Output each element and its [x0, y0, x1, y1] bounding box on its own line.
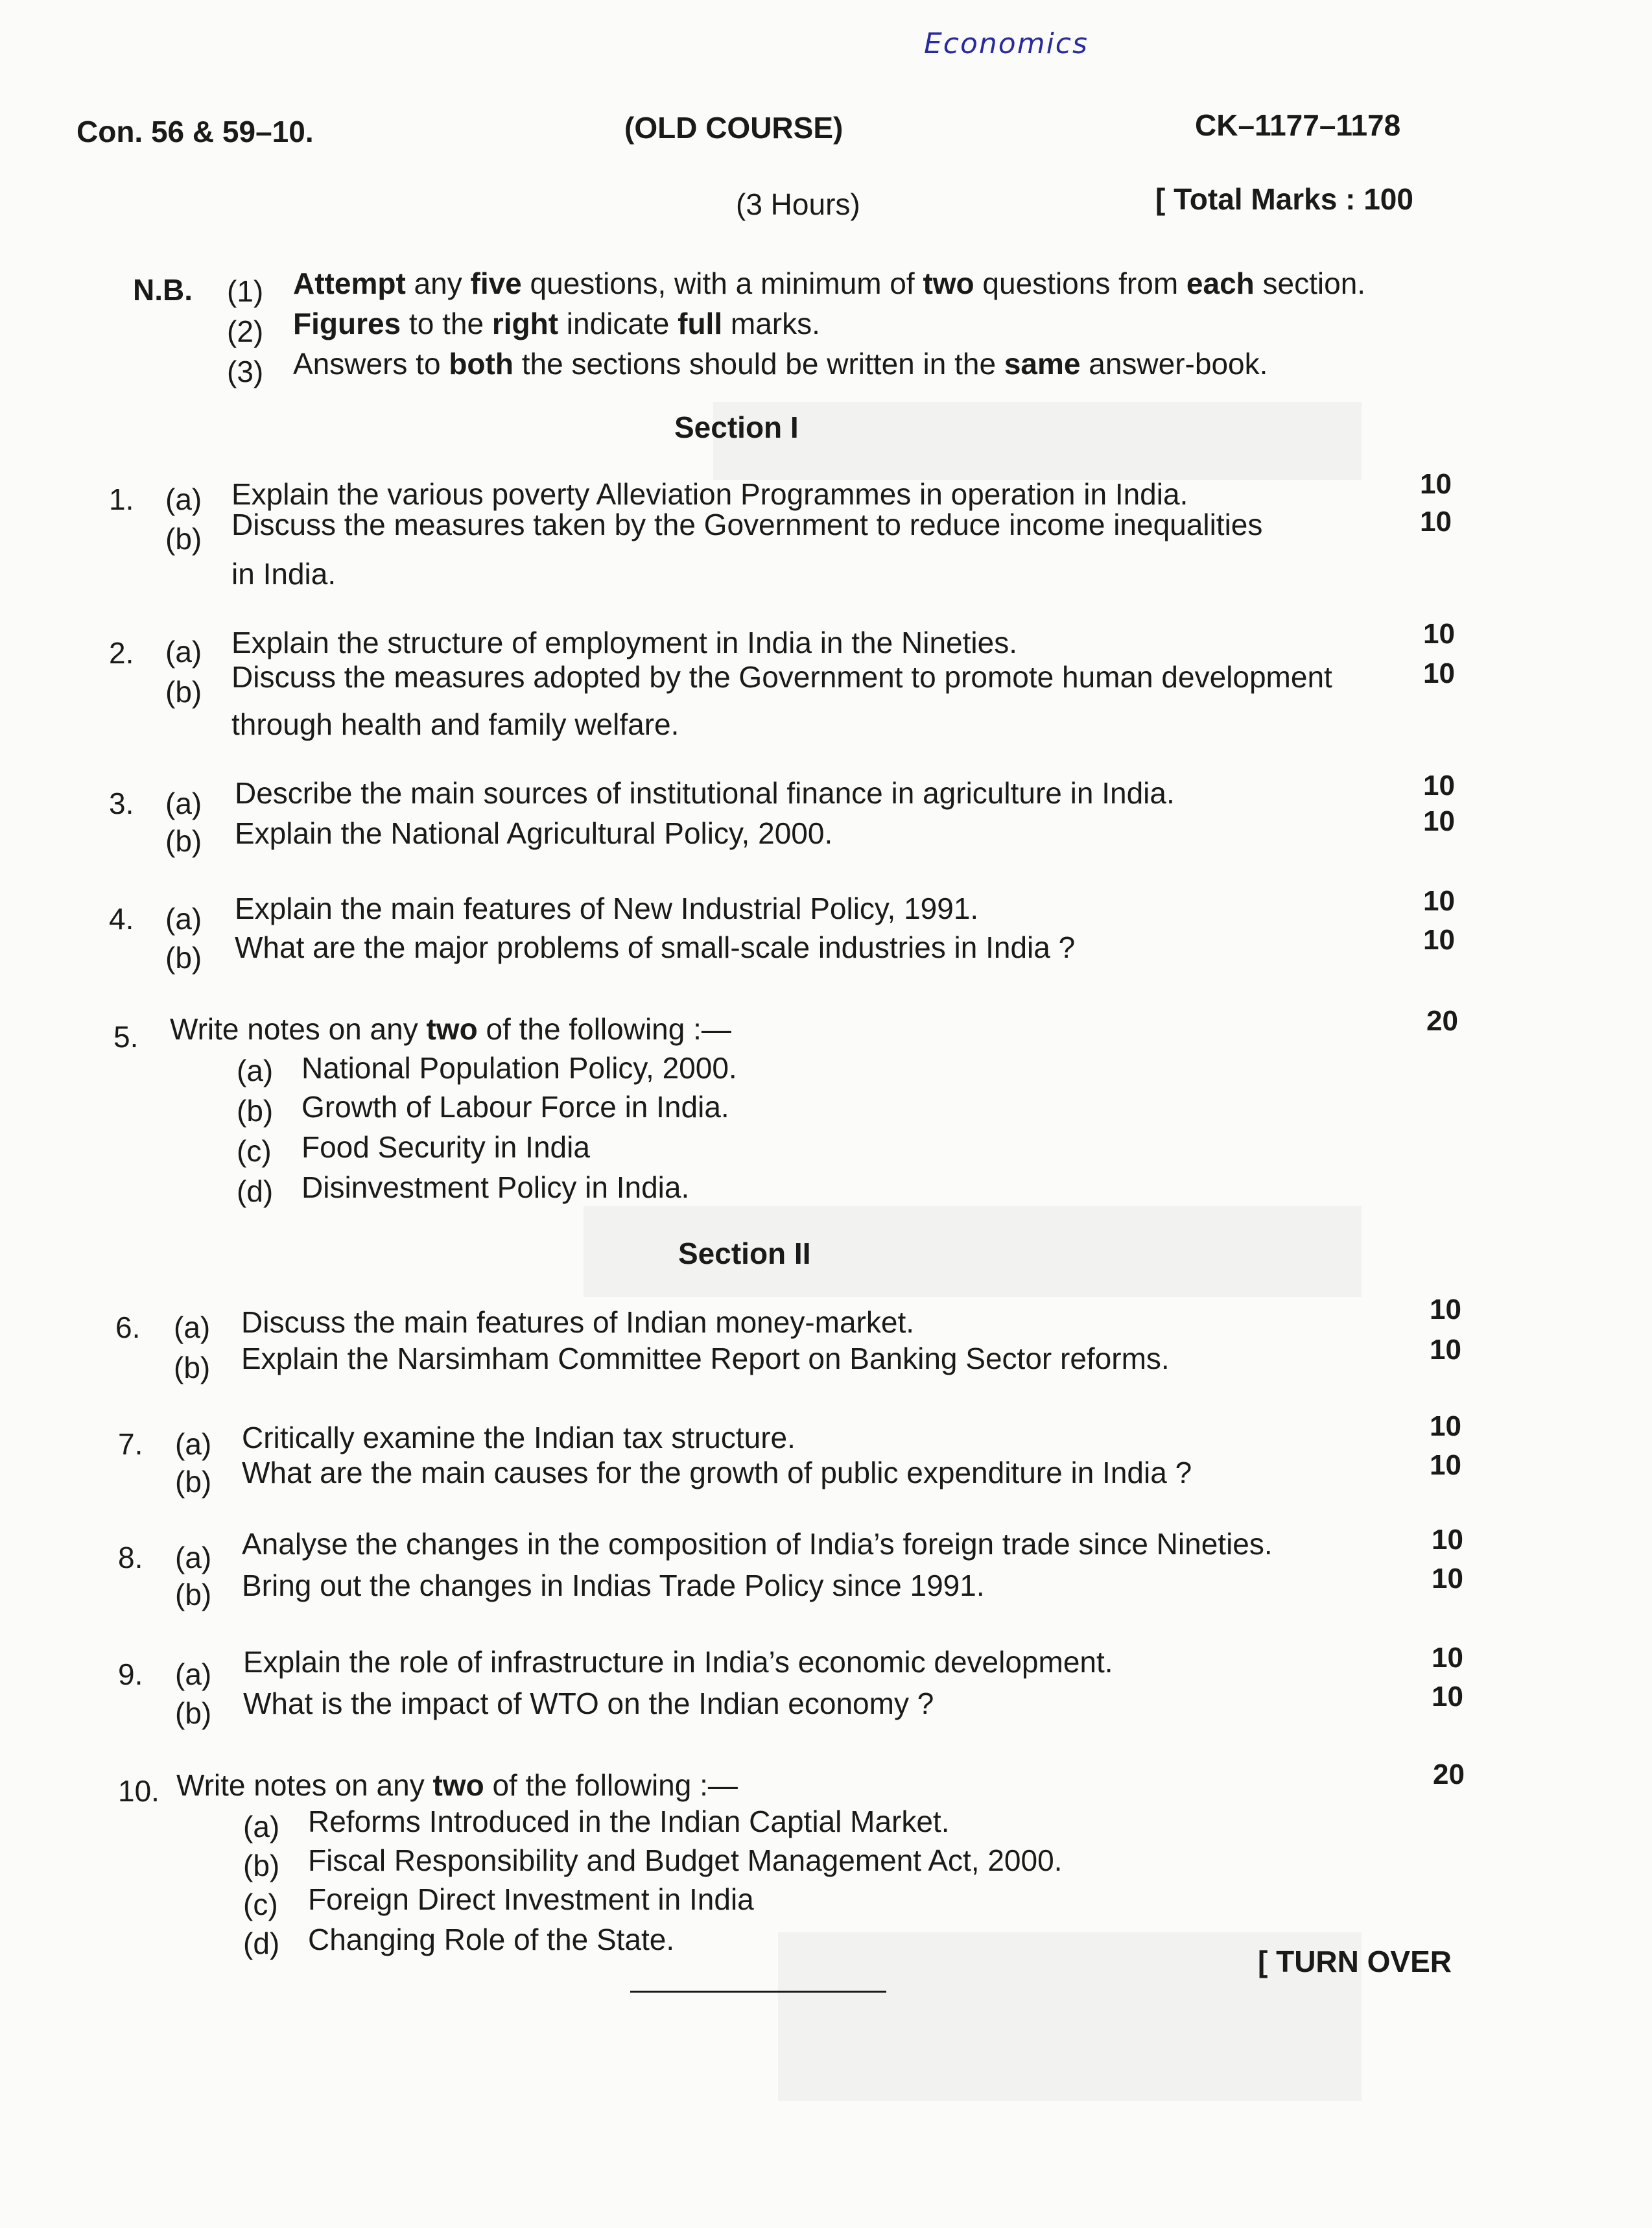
q5b-text: Growth of Labour Force in India.	[301, 1090, 729, 1124]
q2b-marks: 10	[1423, 658, 1455, 689]
section-2-title: Section II	[678, 1237, 811, 1270]
instruction-text: Figures to the right indicate full marks.	[293, 307, 820, 340]
total-marks: [ Total Marks : 100	[1155, 182, 1413, 216]
q7a-label: (a)	[175, 1427, 212, 1461]
q9b-label: (b)	[175, 1696, 212, 1730]
q6-number: 6.	[115, 1310, 141, 1344]
handwritten-subject: Economics	[924, 27, 1089, 60]
q8b-marks: 10	[1432, 1563, 1463, 1594]
q2a-marks: 10	[1423, 618, 1455, 650]
end-rule	[630, 1991, 886, 1993]
q2b-label: (b)	[165, 675, 202, 709]
q3a-text: Describe the main sources of institutional finance in agriculture in India.	[235, 776, 1175, 810]
q10-number: 10.	[118, 1774, 159, 1808]
q1a-marks: 10	[1420, 468, 1452, 500]
q7-number: 7.	[118, 1427, 143, 1461]
q8-number: 8.	[118, 1541, 143, 1574]
instruction-number: (2)	[227, 314, 264, 348]
q7b-marks: 10	[1430, 1449, 1461, 1481]
q5b-label: (b)	[237, 1094, 274, 1128]
q3b-text: Explain the National Agricultural Policy, 2000.	[235, 816, 833, 850]
q6a-text: Discuss the main features of Indian money-market.	[241, 1305, 915, 1339]
q6b-marks: 10	[1430, 1334, 1461, 1366]
q1a-text: Explain the various poverty Alleviation Programmes in operation in India.	[231, 477, 1188, 511]
instruction-number: (3)	[227, 355, 264, 388]
q9a-marks: 10	[1432, 1642, 1463, 1674]
q2-number: 2.	[109, 636, 134, 670]
q10d-text: Changing Role of the State.	[308, 1923, 675, 1956]
q8a-text: Analyse the changes in the composition of India’s foreign trade since Nineties.	[242, 1527, 1273, 1561]
instruction-text: Answers to both the sections should be written in the same answer-book.	[293, 347, 1268, 381]
duration: (3 Hours)	[736, 187, 860, 221]
q10-prompt: Write notes on any two of the following :—	[176, 1768, 738, 1802]
q10a-label: (a)	[243, 1810, 280, 1843]
instruction-text: Attempt any five questions, with a minimum of two questions from each section.	[293, 267, 1366, 300]
q4b-label: (b)	[165, 941, 202, 975]
q4a-text: Explain the main features of New Industrial Policy, 1991.	[235, 892, 979, 925]
q9b-marks: 10	[1432, 1681, 1463, 1712]
q5d-label: (d)	[237, 1174, 274, 1208]
q8a-marks: 10	[1432, 1524, 1463, 1556]
q10a-text: Reforms Introduced in the Indian Captial Market.	[308, 1805, 950, 1838]
q5c-text: Food Security in India	[301, 1130, 590, 1164]
q4-number: 4.	[109, 902, 134, 936]
q10c-label: (c)	[243, 1888, 278, 1921]
paper-code-left: Con. 56 & 59–10.	[77, 115, 314, 148]
q8a-label: (a)	[175, 1541, 212, 1574]
q5a-label: (a)	[237, 1054, 274, 1087]
q1b-label: (b)	[165, 522, 202, 556]
q1-number: 1.	[109, 482, 134, 516]
q1b-marks: 10	[1420, 506, 1452, 538]
q8b-label: (b)	[175, 1578, 212, 1611]
q7b-label: (b)	[175, 1465, 212, 1499]
q3-number: 3.	[109, 787, 134, 820]
q5a-text: National Population Policy, 2000.	[301, 1051, 737, 1085]
instruction-number: (1)	[227, 274, 264, 308]
instructions-label: N.B.	[133, 273, 193, 307]
q4a-marks: 10	[1423, 885, 1455, 917]
q5d-text: Disinvestment Policy in India.	[301, 1170, 690, 1204]
q2b-text: Discuss the measures adopted by the Government to promote human development	[231, 660, 1332, 694]
q10b-label: (b)	[243, 1849, 280, 1882]
q1a-label: (a)	[165, 482, 202, 516]
q7a-text: Critically examine the Indian tax structure.	[242, 1421, 796, 1454]
q10-marks: 20	[1433, 1759, 1465, 1790]
q10c-text: Foreign Direct Investment in India	[308, 1882, 754, 1916]
q5-marks: 20	[1426, 1005, 1458, 1037]
q3b-label: (b)	[165, 824, 202, 858]
q7b-text: What are the main causes for the growth of public expenditure in India ?	[242, 1456, 1192, 1489]
q3a-marks: 10	[1423, 770, 1455, 801]
paper-code-right: CK–1177–1178	[1195, 108, 1401, 142]
q2a-label: (a)	[165, 635, 202, 669]
q2b-text-cont: through health and family welfare.	[231, 707, 679, 741]
q5c-label: (c)	[237, 1134, 272, 1168]
q9a-text: Explain the role of infrastructure in India’s economic development.	[243, 1645, 1113, 1679]
q4b-marks: 10	[1423, 924, 1455, 956]
bleed-through-mark	[713, 402, 1362, 480]
q7a-marks: 10	[1430, 1410, 1461, 1442]
q2a-text: Explain the structure of employment in India in the Nineties.	[231, 626, 1017, 659]
q1b-text-cont: in India.	[231, 557, 336, 591]
q6b-label: (b)	[174, 1351, 211, 1384]
q9b-text: What is the impact of WTO on the Indian economy ?	[243, 1687, 934, 1720]
q8b-text: Bring out the changes in Indias Trade Policy since 1991.	[242, 1569, 985, 1602]
q1b-text: Discuss the measures taken by the Government to reduce income inequalities	[231, 508, 1263, 541]
q6a-marks: 10	[1430, 1294, 1461, 1325]
q4b-text: What are the major problems of small-scale industries in India ?	[235, 930, 1076, 964]
q9a-label: (a)	[175, 1657, 212, 1691]
q9-number: 9.	[118, 1657, 143, 1691]
turn-over: [ TURN OVER	[1258, 1945, 1452, 1978]
q4a-label: (a)	[165, 902, 202, 936]
q10b-text: Fiscal Responsibility and Budget Management Act, 2000.	[308, 1843, 1063, 1877]
q10d-label: (d)	[243, 1926, 280, 1960]
q3a-label: (a)	[165, 787, 202, 820]
q5-prompt: Write notes on any two of the following :—	[170, 1012, 731, 1046]
q3b-marks: 10	[1423, 805, 1455, 837]
q6b-text: Explain the Narsimham Committee Report on Banking Sector reforms.	[241, 1342, 1170, 1375]
section-1-title: Section I	[674, 410, 799, 444]
q6a-label: (a)	[174, 1310, 211, 1344]
course-label: (OLD COURSE)	[624, 111, 844, 145]
q5-number: 5.	[113, 1020, 139, 1054]
